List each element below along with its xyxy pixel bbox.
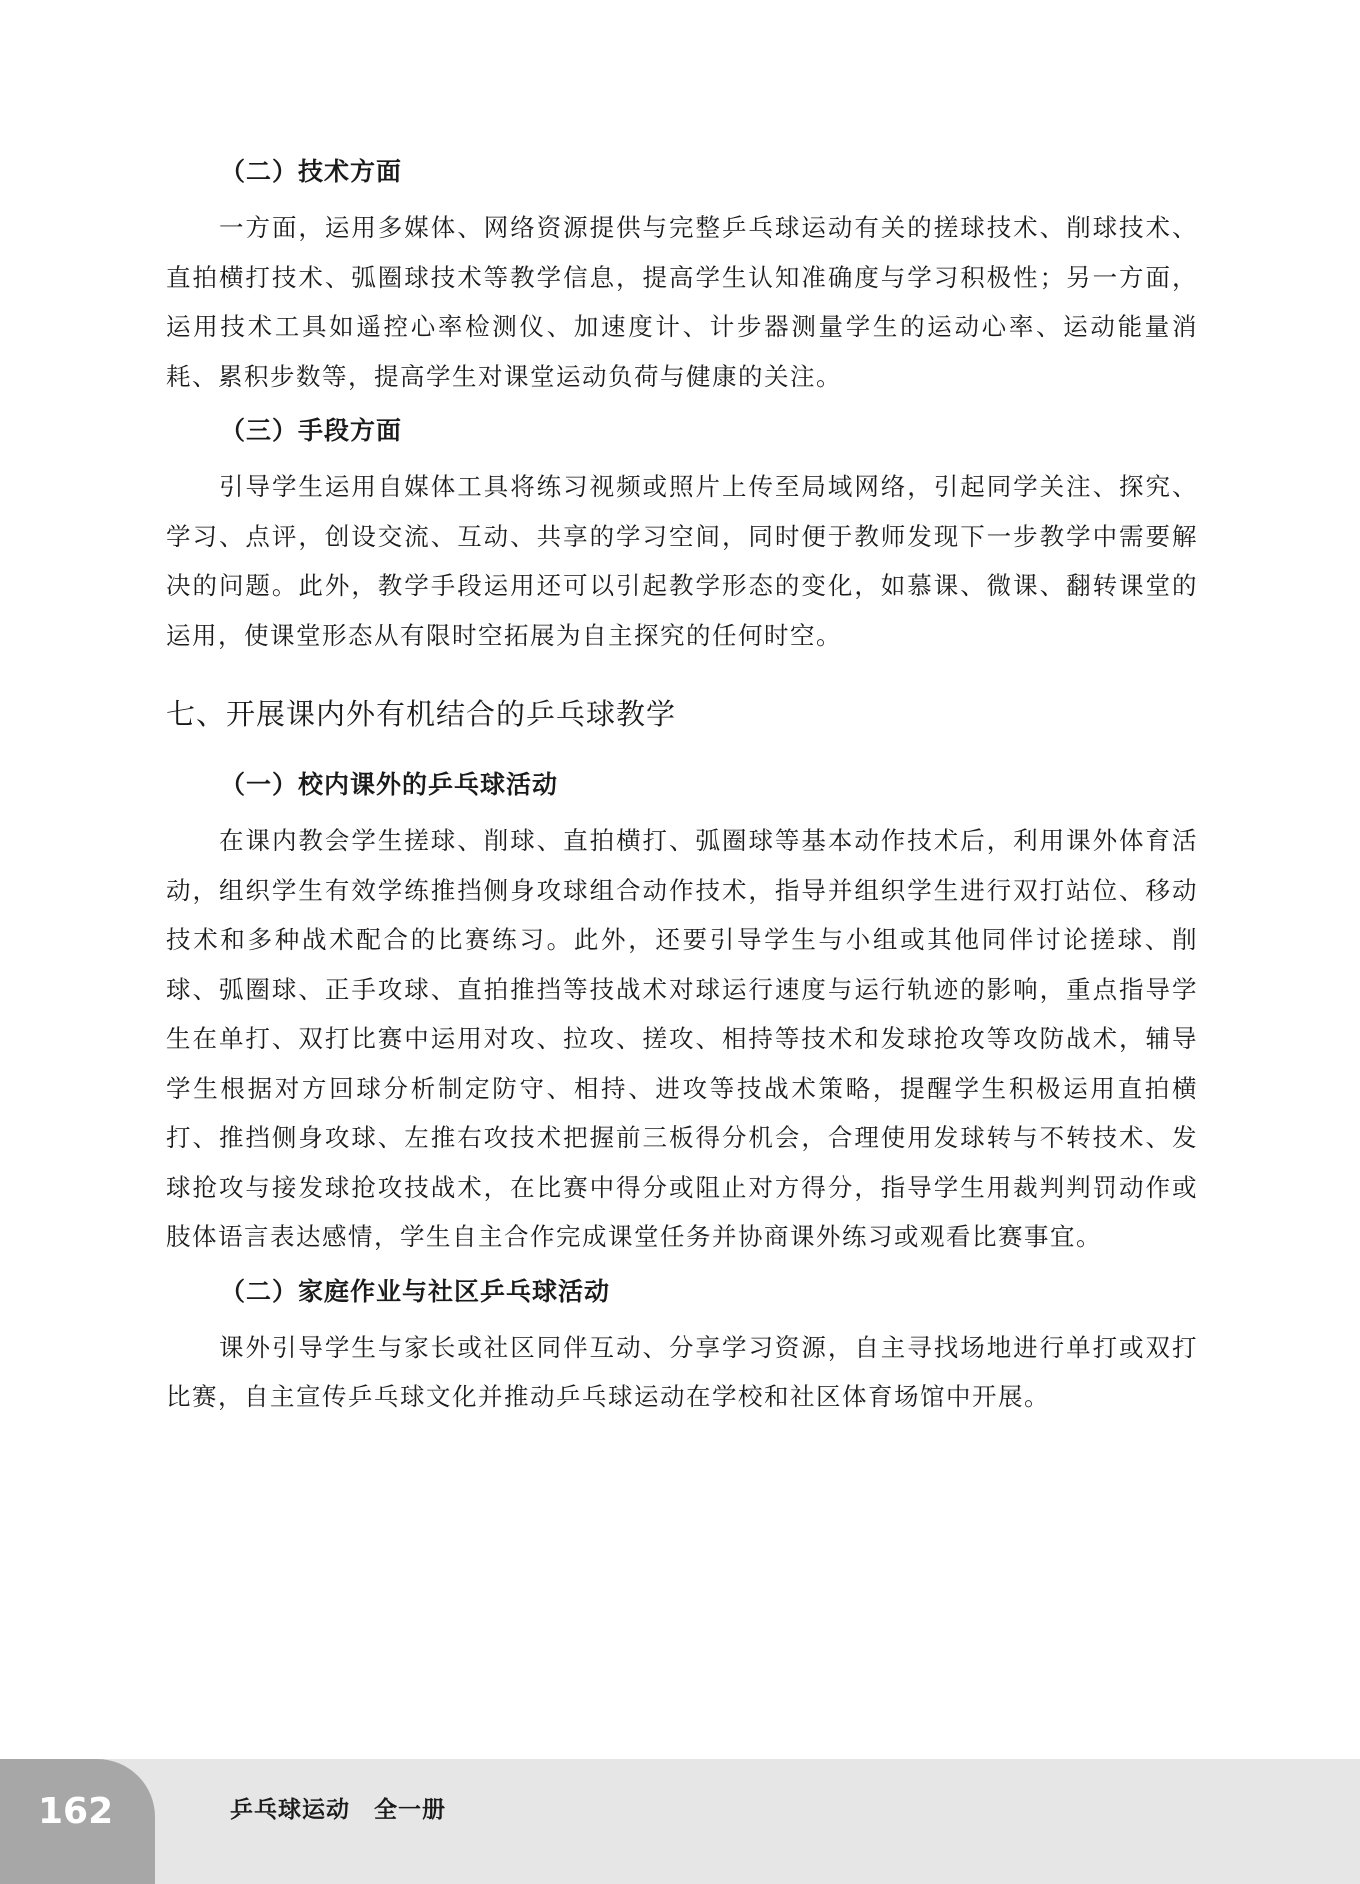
page-content: [166, 155, 1198, 1435]
tech-subheading: （二）技术方面: [220, 157, 403, 186]
home-community-paragraph: 课外引导学生与家长或社区同伴互动、分享学习资源，自主寻找场地进行单打或双打比赛，自主宣传乒乓球文化并推动乒乓球运动在学校和社区体育场馆中开展。: [166, 1332, 1198, 1411]
means-paragraph: 引导学生运用自媒体工具将练习视频或照片上传至局域网络，引起同学关注、探究、学习、点评，创设交流、互动、共享的学习空间，同时便于教师发现下一步教学中需要解决的问题。此外，教学手段运用还可以引起教学形态的变化，如慕课、微课、翻转课堂的运用，使课堂形态从有限时空拓展为自主探究的任何时空。: [166, 472, 1198, 650]
means-subheading: （三）手段方面: [220, 416, 403, 445]
page-number: 162: [38, 1791, 114, 1832]
school-activity-subheading: （一）校内课外的乒乓球活动: [220, 770, 559, 799]
book-title: 乒乓球运动 全一册: [230, 1797, 446, 1823]
section-seven-heading: 七、开展课内外有机结合的乒乓球教学: [166, 697, 677, 731]
tech-paragraph: 一方面，运用多媒体、网络资源提供与完整乒乓球运动有关的搓球技术、削球技术、直拍横打技术、弧圈球技术等教学信息，提高学生认知准确度与学习积极性；另一方面，运用技术工具如遥控心率检测仪、加速度计、计步器测量学生的运动心率、运动能量消耗、累积步数等，提高学生对课堂运动负荷与健康的关注。: [166, 213, 1198, 391]
home-community-subheading: （二）家庭作业与社区乒乓球活动: [220, 1276, 611, 1306]
footer-band: [0, 1759, 1360, 1884]
school-activity-paragraph: 在课内教会学生搓球、削球、直拍横打、弧圈球等基本动作技术后，利用课外体育活动，组织学生有效学练推挡侧身攻球组合动作技术，指导并组织学生进行双打站位、移动技术和多种战术配合的比赛练习。此外，还要引导学生与小组或其他同伴讨论搓球、削球、弧圈球、正手攻球、直拍推挡等技战术对球运行速度与运行轨迹的影响，重点指导学生在单打、双打比赛中运用对攻、拉攻、搓攻、相持等技术和发球抢攻等攻防战术，辅导学生根据对方回球分析制定防守、相持、进攻等技战术策略，提醒学生积极运用直拍横打、推挡侧身攻球、左推右攻技术把握前三板得分机会，合理使用发球转与不转技术、发球抢攻与接发球抢攻技战术，在比赛中得分或阻止对方得分，指导学生用裁判判罚动作或肢体语言表达感情，学生自主合作完成课堂任务并协商课外练习或观看比赛事宜。: [166, 826, 1198, 1251]
